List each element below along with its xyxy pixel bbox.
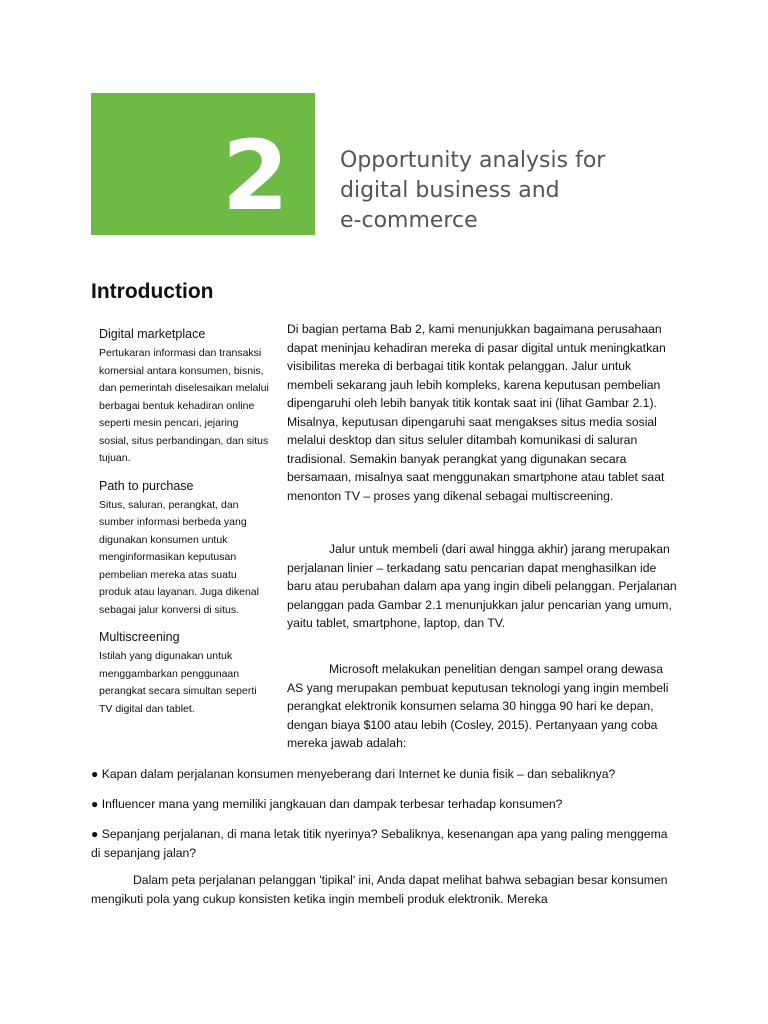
glossary-term-title: Path to purchase [99,478,194,493]
glossary-term-definition: Pertukaran informasi dan transaksi komersial antara konsumen, bisnis, dan pemerintah diselesaikan melalui berbagai bentuk kehadiran online seperti mesin pencari, jejaring sosial, situs perbandingan, dan situs tujuan. [99,347,269,464]
chapter-title-line: digital business and [340,178,560,203]
glossary-term-title: Multiscreening [99,630,180,644]
question-bullet: ● Kapan dalam perjalanan konsumen menyeberang dari Internet ke dunia fisik – dan sebaliknya? [91,767,616,781]
body-paragraph: Jalur untuk membeli (dari awal hingga akhir) jarang merupakan perjalanan linier – terkadang satu pencarian dapat menghasilkan ide baru atau perubahan dalam apa yang ingin dibeli pelanggan. Perjalanan pelanggan pada Gambar 2.1 menunjukkan jalur pencarian yang umum, yaitu tablet, smartphone, laptop, dan TV. [287,542,677,630]
glossary-term-definition: Situs, saluran, perangkat, dan sumber informasi berbeda yang digunakan konsumen untuk menginformasikan keputusan pembelian mereka atas suatu produk atau layanan. Juga dikenal sebagai jalur konversi di situs. [99,498,259,616]
glossary-term [99,478,271,620]
glossary-sidebar [99,326,271,728]
glossary-term [99,629,271,718]
chapter-title [340,146,660,236]
chapter-number: 2 [222,120,287,232]
introduction-heading: Introduction [91,280,214,303]
question-bullet: ● Influencer mana yang memiliki jangkauan dan dampak terbesar terhadap konsumen? [91,797,563,811]
glossary-term [99,326,271,468]
chapter-title-line: Opportunity analysis for [340,148,606,173]
chapter-title-line: e-commerce [340,208,478,233]
closing-paragraph: Dalam peta perjalanan pelanggan 'tipikal' ini, Anda dapat melihat bahwa sebagian besar konsumen mengikuti pola yang cukup konsisten ketika ingin membeli produk elektronik. Mereka [91,873,668,906]
question-bullet: ● Sepanjang perjalanan, di mana letak titik nyerinya? Sebaliknya, kesenangan apa yang paling menggema di sepanjang jalan? [91,827,668,860]
body-paragraph: Di bagian pertama Bab 2, kami menunjukkan bagaimana perusahaan dapat meninjau kehadiran mereka di pasar digital untuk meningkatkan visibilitas mereka di berbagai titik kontak pelanggan. Jalur untuk membeli sekarang jauh lebih kompleks, karena keputusan pembelian dipengaruhi oleh lebih banyak titik kontak saat ini (lihat Gambar 2.1). Misalnya, keputusan dipengaruhi saat mengakses situs media sosial melalui desktop dan situs seluler ditambah komunikasi di saluran tradisional. Semakin banyak perangkat yang digunakan secara bersamaan, misalnya saat menggunakan smartphone atau tablet saat menonton TV – proses yang dikenal sebagai multiscreening. [287,322,666,503]
glossary-term-definition: Istilah yang digunakan untuk menggambarkan penggunaan perangkat secara simultan seperti TV digital dan tablet. [99,650,257,715]
body-paragraph: Microsoft melakukan penelitian dengan sampel orang dewasa AS yang merupakan pembuat keputusan teknologi yang ingin membeli perangkat elektronik konsumen selama 30 hingga 90 hari ke depan, dengan biaya $100 atau lebih (Cosley, 2015). Pertanyaan yang coba mereka jawab adalah: [287,662,669,750]
glossary-term-title: Digital marketplace [99,327,206,341]
